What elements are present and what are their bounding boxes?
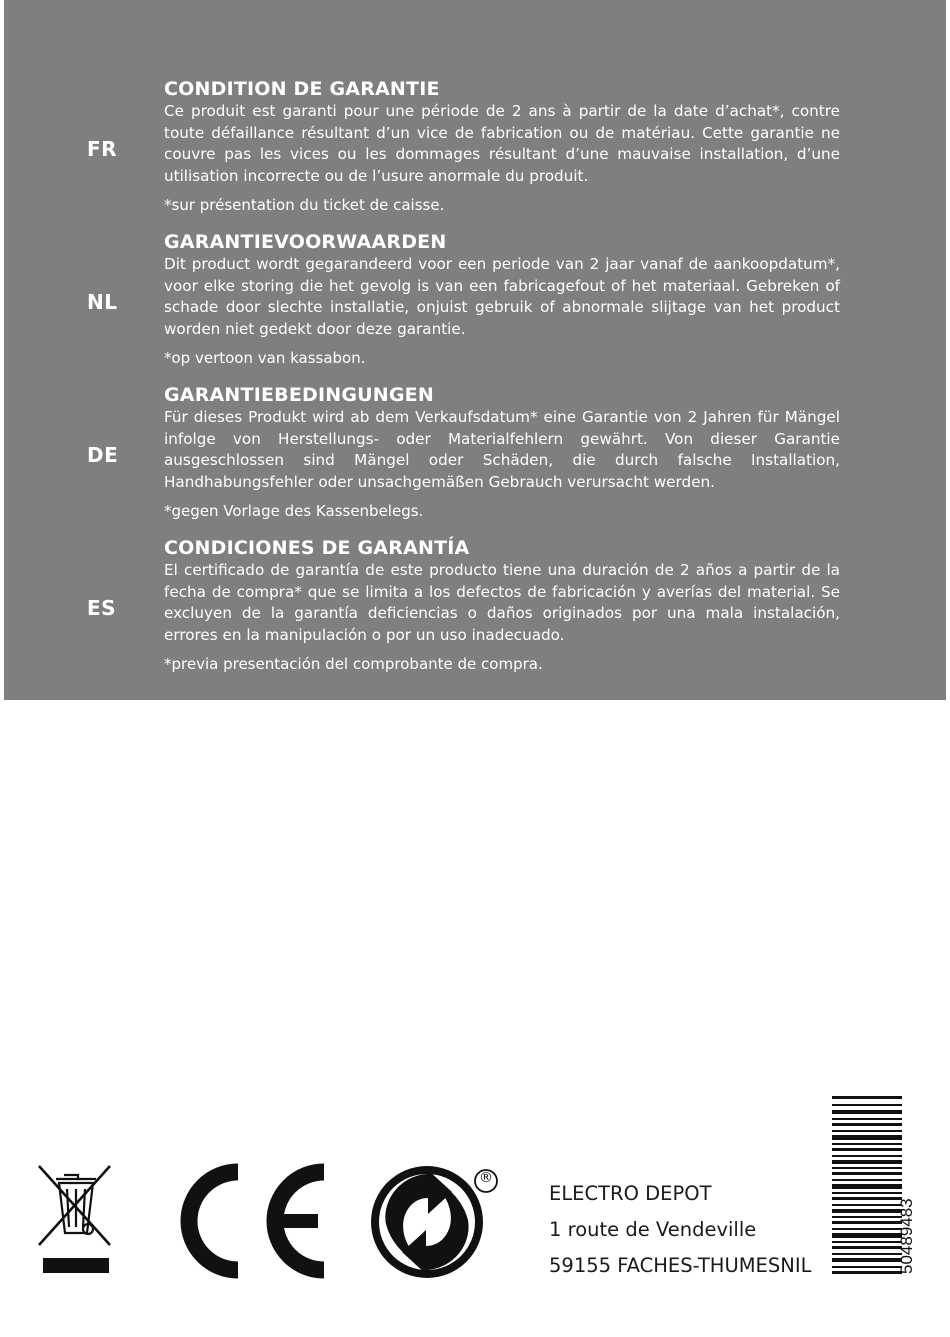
language-code: DE bbox=[87, 443, 119, 467]
section-body: Dit product wordt gegarandeerd voor een periode van 2 jaar vanaf de aankoopdatum*, voor elke storing die het gevolg is van een fabricagefout of het materiaal. Gebreken of schade door slechte installatie, onjuist gebruik of abnormale slijtage van het product worden niet gedekt door deze garantie. bbox=[164, 255, 840, 339]
company-name: ELECTRO DEPOT bbox=[549, 1182, 712, 1205]
ce-mark-icon bbox=[168, 1162, 332, 1280]
section-note: *gegen Vorlage des Kassenbelegs. bbox=[164, 501, 424, 520]
language-code: FR bbox=[87, 137, 118, 161]
section-heading: GARANTIEVOORWAARDEN bbox=[164, 231, 447, 253]
section-heading: CONDICIONES DE GARANTÍA bbox=[164, 537, 470, 559]
barcode bbox=[832, 1096, 902, 1274]
city-line: 59155 FACHES-THUMESNIL bbox=[549, 1254, 812, 1277]
section-body: El certificado de garantía de este producto tiene una duración de 2 años a partir de la fecha de compra* que se limita a los defectos de fabricación y averías del material. Se excluyen de la garantía deficiencias o daños originados por una mala instalación, errores en la manipulación o por un uso inadecuado. bbox=[164, 561, 840, 645]
warranty-panel bbox=[4, 0, 946, 700]
registered-mark: ® bbox=[479, 1170, 493, 1186]
section-heading: CONDITION DE GARANTIE bbox=[164, 78, 440, 100]
language-code: NL bbox=[87, 290, 118, 314]
green-dot-icon bbox=[370, 1162, 505, 1282]
section-note: *op vertoon van kassabon. bbox=[164, 348, 366, 367]
section-body: Ce produit est garanti pour une période de 2 ans à partir de la date d’achat*, contre toute défaillance résultant d’un vice de fabrication ou de matériau. Cette garantie ne couvre pas les vices ou les dommages résultant d’une mauvaise installation, d’une utilisation incorrecte ou de l’usure anormale du produit. bbox=[164, 102, 840, 186]
section-heading: GARANTIEBEDINGUNGEN bbox=[164, 384, 434, 406]
section-note: *sur présentation du ticket de caisse. bbox=[164, 195, 445, 214]
company-address bbox=[549, 1176, 811, 1284]
street-address: 1 route de Vendeville bbox=[549, 1218, 757, 1241]
section-body: Für dieses Produkt wird ab dem Verkaufsdatum* eine Garantie von 2 Jahren für Mängel infolge von Herstellungs- oder Materialfehlern gewährt. Von dieser Garantie ausgeschlossen sind Mängel oder Schäden, die durch falsche Installation, Handhabungsfehler oder unsachgemäßen Gebrauch verursacht werden. bbox=[164, 408, 840, 492]
section-note: *previa presentación del comprobante de compra. bbox=[164, 654, 543, 673]
weee-crossed-bin-icon bbox=[36, 1163, 116, 1278]
barcode-number: 50489483 bbox=[897, 1198, 916, 1274]
language-code: ES bbox=[87, 596, 117, 620]
